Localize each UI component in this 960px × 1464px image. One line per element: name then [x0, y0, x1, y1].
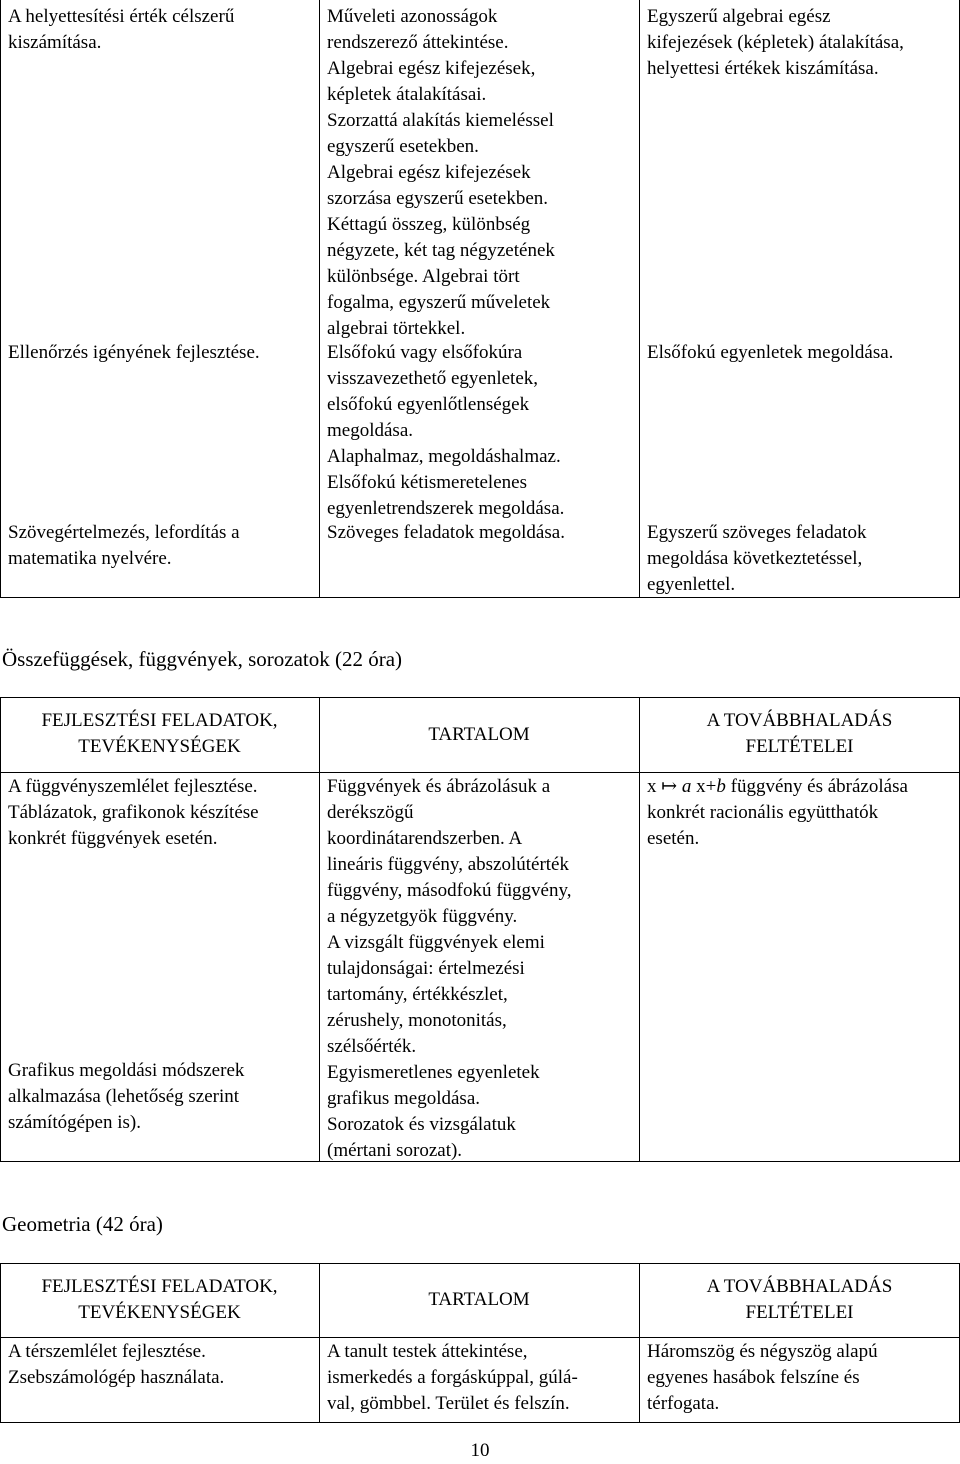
top-row3-col1: Szövegértelmezés, lefordítás a matematika nyelvére.	[8, 522, 240, 569]
maps-to-icon: ↦	[661, 776, 678, 797]
functions-header-content: TARTALOM	[428, 724, 530, 745]
top-row2-col3: Elsőfokú egyenletek megoldása.	[647, 342, 894, 363]
geometry-col2-text: A tanult testek áttekintése, ismerkedés a forgáskúppal, gúlá- val, gömbbel. Terület és felszín.	[327, 1341, 578, 1414]
section-title-functions: Összefüggések, függvények, sorozatok (22 óra)	[2, 647, 403, 671]
functions-header-requirements: A TOVÁBBHALADÁS FELTÉTELEI	[706, 710, 893, 757]
top-row1-col3: Egyszerű algebrai egész kifejezések (képletek) átalakítása, helyettesi értékek kiszámítása.	[647, 6, 904, 79]
functions-col3-text	[647, 774, 957, 852]
functions-col2-text: Függvények és ábrázolásuk a derékszögű koordinátarendszerben. A lineáris függvény, abszolútérték függvény, másodfokú függvény, a négyzetgyök függvény. A vizsgált függvények elemi tulajdonságai: értelmezési tartomány, értékkészlet, zérushely, monotonitás, szélsőérték. Egyismeretlenes egyenletek grafikus megoldása. Sorozatok és vizsgálatuk (mértani sorozat).	[327, 776, 572, 1161]
section-title-geometry: Geometria (42 óra)	[2, 1212, 163, 1236]
geometry-header-requirements: A TOVÁBBHALADÁS FELTÉTELEI	[706, 1276, 893, 1323]
functions-header-tasks: FEJLESZTÉSI FELADATOK, TEVÉKENYSÉGEK	[41, 710, 278, 757]
top-row3-col3: Egyszerű szöveges feladatok megoldása következtetéssel, egyenlettel.	[647, 522, 867, 595]
top-row3-col2: Szöveges feladatok megoldása.	[327, 522, 565, 543]
top-row2-col1: Ellenőrzés igényének fejlesztése.	[8, 342, 260, 363]
geometry-header-content: TARTALOM	[428, 1289, 530, 1310]
functions-table-header-rule	[0, 772, 960, 773]
functions-col3-rest: konkrét racionális együtthatók esetén.	[647, 802, 879, 849]
geometry-header-tasks: FEJLESZTÉSI FELADATOK, TEVÉKENYSÉGEK	[41, 1276, 278, 1323]
top-table-divider-2	[639, 0, 640, 598]
top-row2-col2: Elsőfokú vagy elsőfokúra visszavezethető egyenletek, elsőfokú egyenlőtlenségek megoldása. Alaphalmaz, megoldáshalmaz. Elsőfokú kétismeretelenes egyenletrendszerek megoldása.	[327, 342, 565, 519]
geometry-col3-text: Háromszög és négyszög alapú egyenes hasábok felszíne és térfogata.	[647, 1341, 878, 1414]
geometry-col1-text: A térszemlélet fejlesztése. Zsebszámológép használata.	[8, 1341, 225, 1388]
functions-col1-text-b: Grafikus megoldási módszerek alkalmazása (lehetőség szerint számítógépen is).	[8, 1060, 245, 1133]
top-row1-col1: A helyettesítési érték célszerű kiszámítása.	[8, 6, 235, 53]
top-row1-col2: Műveleti azonosságok rendszerező áttekintése. Algebrai egész kifejezések, képletek átalakításai. Szorzattá alakítás kiemeléssel egyszerű esetekben. Algebrai egész kifejezések szorzása egyszerű esetekben. Kéttagú összeg, különbség négyzete, két tag négyzetének különbsége. Algebrai tört fogalma, egyszerű műveletek algebrai törtekkel.	[327, 6, 555, 339]
functions-col3-line1: x ↦ a x+b függvény és ábrázolása	[647, 776, 908, 797]
page-number: 10	[470, 1440, 490, 1461]
top-table-divider-1	[319, 0, 320, 598]
functions-col1-text-a: A függvényszemlélet fejlesztése. Táblázatok, grafikonok készítése konkrét függvények esetén.	[8, 776, 259, 849]
geometry-table-header-rule	[0, 1337, 960, 1338]
functions-table-divider-1	[319, 697, 320, 1162]
functions-table-divider-2	[639, 697, 640, 1162]
